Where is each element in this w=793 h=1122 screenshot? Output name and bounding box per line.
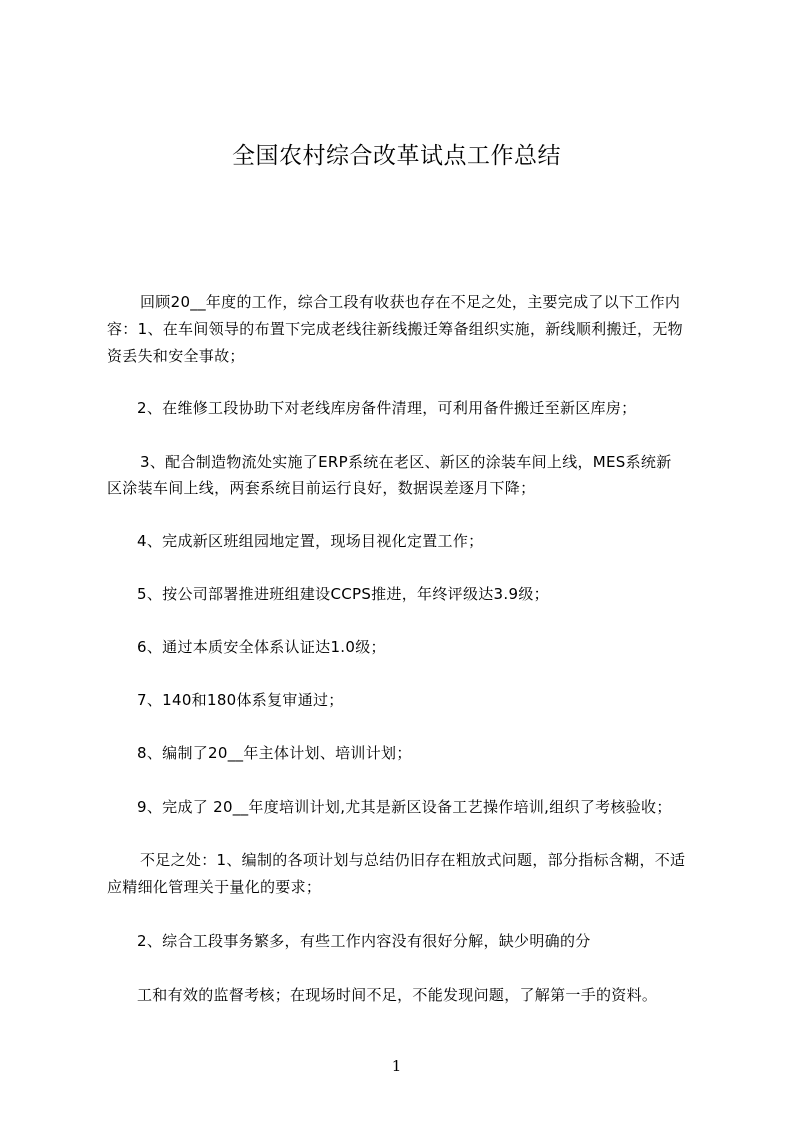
paragraph-line: 2、在维修工段协助下对老线库房备件清理，可利用备件搬迁至新区库房； (137, 399, 637, 417)
paragraph-line: 4、完成新区班组园地定置，现场目视化定置工作； (137, 532, 484, 550)
paragraph-line: 5、按公司部署推进班组建设CCPS推进，年终评级达3.9级； (137, 585, 549, 603)
paragraph-line: 7、140和180体系复审通过； (137, 691, 344, 709)
document-title: 全国农村综合改革试点工作总结 (232, 143, 561, 169)
paragraph-line: 回顾20__年度的工作，综合工段有收获也存在不足之处，主要完成了以下工作内 (140, 293, 681, 311)
paragraph-line: 应精细化管理关于量化的要求； (107, 878, 322, 896)
paragraph-line: 9、完成了 20__年度培训计划,尤其是新区设备工艺操作培训,组织了考核验收； (137, 798, 672, 816)
paragraph-line: 8、编制了20__年主体计划、培训计划； (137, 744, 412, 762)
paragraph-line: 2、综合工段事务繁多，有些工作内容没有很好分解，缺少明确的分 (137, 932, 591, 950)
paragraph-line: 区涂装车间上线，两套系统目前运行良好，数据误差逐月下降； (107, 479, 536, 497)
paragraph-line: 工和有效的监督考核；在现场时间不足，不能发现问题，了解第一手的资料。 (137, 986, 658, 1004)
page-number: 1 (391, 1057, 402, 1075)
paragraph-line: 6、通过本质安全体系认证达1.0级； (137, 638, 386, 656)
paragraph-line: 容：1、在车间领导的布置下完成老线往新线搬迁筹备组织实施，新线顺利搬迁，无物 (107, 320, 683, 338)
paragraph-line: 不足之处：1、编制的各项计划与总结仍旧存在粗放式问题，部分指标含糊，不适 (140, 851, 686, 869)
paragraph-line: 3、配合制造物流处实施了ERP系统在老区、新区的涂装车间上线，MES系统新 (140, 453, 672, 471)
paragraph-line: 资丢失和安全事故； (107, 347, 245, 365)
